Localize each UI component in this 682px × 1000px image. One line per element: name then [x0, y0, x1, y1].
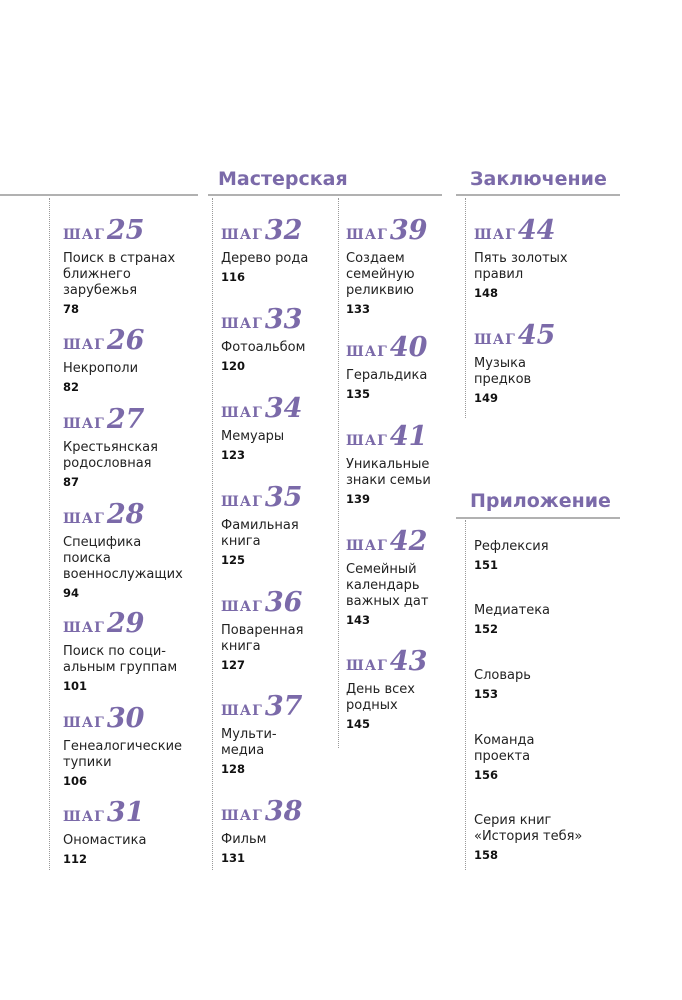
step-label: ШАГ [221, 316, 263, 332]
section-title-zaklyuchenie: Заключение [470, 168, 607, 190]
step-label: ШАГ [63, 809, 105, 825]
entry-title: Геральдика [346, 368, 428, 383]
page-number: 94 [63, 586, 80, 600]
step-label: ШАГ [63, 511, 105, 527]
toc-entry-step-35[interactable] [221, 482, 302, 567]
step-label: ШАГ [346, 538, 388, 554]
step-label: ШАГ [63, 337, 105, 353]
toc-entry-step-31[interactable] [63, 797, 146, 866]
toc-entry-step-28[interactable] [63, 499, 183, 600]
entry-title: Фильм [221, 832, 267, 847]
entry-title: Специфика поиска военнослужащих [63, 535, 183, 582]
page-number: 87 [63, 475, 80, 489]
step-number: 29 [106, 608, 145, 639]
page-number: 112 [63, 852, 88, 866]
step-number: 43 [389, 646, 428, 677]
toc-entry-mediateka[interactable] [474, 603, 550, 636]
section-title-masterskaya: Мастерская [218, 168, 348, 190]
page-number: 148 [474, 286, 499, 300]
header-rule-prilozhenie [456, 517, 620, 519]
entry-title: Создаем семейную реликвию [346, 251, 415, 298]
page-number: 101 [63, 679, 88, 693]
toc-entry-step-37[interactable] [221, 691, 302, 776]
step-label: ШАГ [221, 808, 263, 824]
page-number: 106 [63, 774, 88, 788]
step-number: 32 [264, 215, 303, 246]
toc-entry-slovar[interactable] [474, 668, 531, 701]
toc-entry-step-34[interactable] [221, 393, 302, 462]
toc-entry-step-44[interactable] [474, 215, 568, 300]
entry-title: Семейный календарь важных дат [346, 562, 429, 609]
page-number: 139 [346, 492, 371, 506]
step-number: 30 [106, 703, 145, 734]
page-number: 128 [221, 762, 246, 776]
header-rule-zaklyuchenie [456, 194, 620, 196]
page-number: 133 [346, 302, 371, 316]
page-number: 116 [221, 270, 246, 284]
toc-entry-seriya-knig[interactable] [474, 813, 582, 862]
step-label: ШАГ [63, 227, 105, 243]
toc-entry-step-27[interactable] [63, 404, 158, 489]
entry-title: Команда проекта [474, 733, 535, 764]
step-number: 25 [106, 215, 145, 246]
entry-title: Музыка предков [474, 356, 532, 387]
step-label: ШАГ [221, 494, 263, 510]
step-number: 34 [264, 393, 303, 424]
toc-entry-step-30[interactable] [63, 703, 182, 788]
step-label: ШАГ [221, 599, 263, 615]
step-label: ШАГ [474, 227, 516, 243]
page-number: 145 [346, 717, 371, 731]
entry-title: Фотоальбом [221, 340, 306, 355]
step-label: ШАГ [346, 227, 388, 243]
toc-entry-step-41[interactable] [346, 421, 431, 506]
step-number: 31 [106, 797, 145, 828]
page-number: 131 [221, 851, 246, 865]
step-number: 44 [517, 215, 556, 246]
step-number: 38 [264, 796, 303, 827]
step-number: 26 [106, 325, 145, 356]
entry-title: Мемуары [221, 429, 285, 444]
page-number: 158 [474, 848, 499, 862]
page-number: 153 [474, 687, 499, 701]
entry-title: Генеалогические тупики [63, 739, 183, 770]
entry-title: Дерево рода [221, 251, 309, 266]
entry-title: Поваренная книга [221, 623, 304, 654]
page-number: 125 [221, 553, 246, 567]
entry-title: Уникальные знаки семьи [346, 457, 431, 488]
step-number: 39 [389, 215, 428, 246]
step-number: 45 [517, 320, 556, 351]
page-number: 149 [474, 391, 499, 405]
entry-title: Крестьянская родословная [63, 440, 158, 471]
step-label: ШАГ [221, 405, 263, 421]
entry-title: Рефлексия [474, 539, 549, 554]
step-number: 28 [106, 499, 145, 530]
toc-entry-step-32[interactable] [221, 215, 308, 284]
header-rule-left [0, 194, 198, 196]
toc-entry-step-38[interactable] [221, 796, 302, 865]
step-label: ШАГ [474, 332, 516, 348]
step-number: 41 [389, 421, 428, 452]
toc-entry-step-45[interactable] [474, 320, 555, 405]
step-label: ШАГ [63, 715, 105, 731]
entry-title: Серия книг «История тебя» [474, 813, 583, 844]
toc-entry-step-29[interactable] [63, 608, 177, 693]
column-divider [49, 198, 50, 870]
step-number: 40 [389, 332, 428, 363]
step-number: 33 [264, 304, 303, 335]
column-divider [465, 198, 466, 418]
toc-entry-step-39[interactable] [346, 215, 427, 316]
step-number: 42 [389, 526, 428, 557]
entry-title: Словарь [474, 668, 531, 683]
page-number: 152 [474, 622, 499, 636]
page-number: 151 [474, 558, 499, 572]
entry-title: Фамильная книга [221, 518, 299, 549]
entry-title: Поиск по соци- альным группам [63, 644, 178, 675]
toc-entry-step-42[interactable] [346, 526, 428, 627]
step-label: ШАГ [346, 433, 388, 449]
entry-title: Пять золотых правил [474, 251, 568, 282]
header-rule-masterskaya [208, 194, 442, 196]
page-number: 135 [346, 387, 371, 401]
page-number: 78 [63, 302, 80, 316]
step-number: 35 [264, 482, 303, 513]
step-number: 27 [106, 404, 145, 435]
entry-title: Медиатека [474, 603, 551, 618]
column-divider [212, 198, 213, 870]
column-divider [465, 520, 466, 870]
section-title-prilozhenie: Приложение [470, 490, 611, 512]
step-label: ШАГ [63, 416, 105, 432]
step-label: ШАГ [221, 703, 263, 719]
toc-entry-step-40[interactable] [346, 332, 427, 401]
entry-title: Поиск в странах ближнего зарубежья [63, 251, 176, 298]
entry-title: Некрополи [63, 361, 139, 376]
page-number: 143 [346, 613, 371, 627]
entry-title: Мульти- медиа [221, 727, 277, 758]
step-label: ШАГ [221, 227, 263, 243]
step-label: ШАГ [63, 620, 105, 636]
page-number: 123 [221, 448, 246, 462]
toc-entry-step-36[interactable] [221, 587, 303, 672]
column-divider [338, 198, 339, 748]
step-label: ШАГ [346, 658, 388, 674]
toc-entry-step-43[interactable] [346, 646, 427, 731]
toc-entry-refleksiya[interactable] [474, 539, 549, 572]
toc-entry-komanda-proekta[interactable] [474, 733, 534, 782]
page-number: 156 [474, 768, 499, 782]
step-label: ШАГ [346, 344, 388, 360]
step-number: 37 [264, 691, 303, 722]
entry-title: День всех родных [346, 682, 415, 713]
toc-entry-step-25[interactable] [63, 215, 175, 316]
toc-entry-step-33[interactable] [221, 304, 305, 373]
page-number: 120 [221, 359, 246, 373]
entry-title: Ономастика [63, 833, 147, 848]
page-number: 127 [221, 658, 246, 672]
step-number: 36 [264, 587, 303, 618]
page-number: 82 [63, 380, 80, 394]
toc-entry-step-26[interactable] [63, 325, 144, 394]
